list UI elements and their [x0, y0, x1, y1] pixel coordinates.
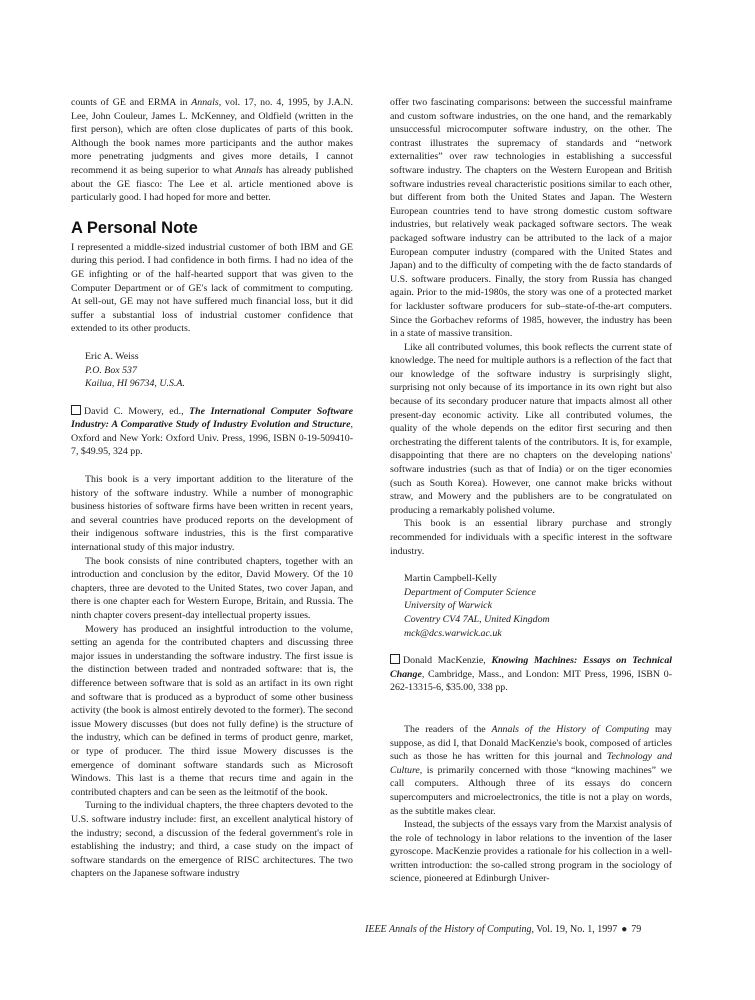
right-column: [390, 96, 672, 886]
review-citation: David C. Mowery, ed., The International Computer Software Industry: A Comparative Study of Industry Evolution and Structure, Oxford and New York: Oxford Univ. Press, 1996, ISBN 0-19-509410-7, $49.95, 324 pp.: [71, 405, 353, 458]
signature-address-line: Department of Computer Science: [404, 586, 536, 598]
review-citation: Donald MacKenzie, Knowing Machines: Essays on Technical Change, Cambridge, Mass., and London: MIT Press, 1996, ISBN 0-262-13315-6, $35.00, 338 pp.: [390, 655, 672, 694]
signature-address-line: Kailua, HI 96734, U.S.A.: [85, 378, 185, 390]
signature-address-line: Coventry CV4 7AL, United Kingdom: [404, 613, 550, 625]
body-paragraph: Turning to the individual chapters, the three chapters devoted to the U.S. software industry include: first, an excellent analytical history of the industry; second, a discussion of the federal government's role in establishing the industry; and third, a case study on the impact of software standards on the emergence of RISC architectures. The two chapters on the Japanese software industry: [71, 800, 353, 880]
signature-address-line: University of Warwick: [404, 600, 492, 612]
body-paragraph: Like all contributed volumes, this book reflects the current state of knowledge. The need for multiple authors is a reflection of the fact that our knowledge of the software industry is surprisingly slight, surprising not only because of its importance in its own right but also because of its secondary producer nature that impacts almost all other present-day economic activity. Like all contributed volumes, the quality of the whole depends on the editor first securing and then orchestrating the different talents of the contributors. It is, for example, disappointing that there are no chapters on the developing nations' software industries (such as that of India) or on the tiger economies (such as South Korea). However, one cannot make bricks without straw, and Mowery and the publishers are to be congratulated on producing a remarkably polished volume.: [390, 341, 672, 516]
signature-weiss: [85, 350, 353, 391]
left-column: [71, 96, 353, 881]
signature-campbell-kelly: [404, 572, 672, 640]
book-title: The International Computer Software Industry: A Comparative Study of Industry Evolution and Structure: [71, 405, 353, 431]
body-paragraph: offer two fascinating comparisons: between the successful mainframe and custom software industries, on the one hand, and the remarkably unsuccessful microcomputer software industry, on the other. The contrast illustrates the supremacy of standards and “network externalities” over raw technologies in establishing a successful software industry. The chapters on the Western European and British software industries reveal characteristic positions similar to each other, but different from both the United States and Japan. The Western European countries tend to have strong domestic custom software industries, but relatively weak packaged software sectors. The weak packaged software industry can be attributed to the lack of a major European computer industry (compared with the United States and Japan) and to the difficulty of competing with the de facto standards of U.S. software producers. Finally, the story from Russia has changed again. Prior to the mid-1980s, the story was one of a protected market for lackluster software producers for sub–state-of-the-art computers. Since the Gorbachev reforms of 1985, however, the industry has been in a state of massive transition.: [390, 97, 672, 340]
continuation-paragraph: counts of GE and ERMA in Annals, vol. 17, no. 4, 1995, by J.A.N. Lee, John Couleur, James L. McKenney, and Oldfield (written in the first person), which are often close duplicates of parts of this book. Although the book names more participants and the author makes more penetrating judgments and gives more details, I cannot recommend it as being superior to what Annals has already published about the GE fiasco: The Lee et al. article mentioned above is particularly good. I had hoped for more and better.: [71, 97, 354, 204]
personal-note-paragraph: I represented a middle-sized industrial customer of both IBM and GE during this period. I had confidence in both firms. I had no idea of the GE infighting or of the half-hearted support that was given to the Computer Department or of GE's lack of commitment to computing. At sell-out, GE may not have suffered much financial loss, but it did suffer a substantial loss of industrial customer confidence that extended to its other products.: [71, 241, 353, 335]
signature-name: Eric A. Weiss: [85, 350, 139, 362]
body-paragraph: This book is an essential library purchase and strongly recommended for individuals with a specific interest in the software industry.: [390, 518, 672, 557]
body-paragraph: Instead, the subjects of the essays vary from the Marxist analysis of the role of technology in labor relations to the invention of the laser gyroscope. MacKenzie provides a rationale for his collection in a well-written introduction: the so-called strong program in the sociology of science, pioneered at Edinburgh Univer-: [390, 819, 672, 885]
body-paragraph: The readers of the Annals of the History of Computing may suppose, as did I, that Donald MacKenzie's book, composed of articles such as those he has written for this journal and Technology and Culture, is primarily concerned with those “knowing machines” we call computers. Although three of its essays do concern supercomputers and microelectronics, the title is not a play on words, as the subtitle makes clear.: [390, 723, 672, 817]
body-paragraph: This book is a very important addition to the literature of the history of the software industry. While a number of monographic business histories of software firms have been written in recent years, and several countries have produced reports on the development of their indigenous software industries, this is the first comparative international study of this major industry.: [71, 474, 353, 554]
square-bullet-icon: [390, 654, 400, 664]
signature-name: Martin Campbell-Kelly: [404, 573, 497, 585]
journal-issue: , Vol. 19, No. 1, 1997: [531, 924, 618, 935]
section-heading: A Personal Note: [71, 218, 198, 237]
page-footer: [365, 924, 641, 935]
book-title: Knowing Machines: Essays on Technical Change: [390, 655, 672, 680]
journal-name: IEEE Annals of the History of Computing: [365, 924, 532, 935]
body-paragraph: Mowery has produced an insightful introduction to the volume, setting an agenda for the contributed chapters and discussing three major issues in understanding the software industry. The first issue is the distinction between traded and nontraded software: that is, the difference between software that is sold as an artifact in its own right and software that is produced as a byproduct of some other business activity (the book is almost entirely devoted to the former). The second issue Mowery discusses (but does not fully define) is the structure of the industry, which can be defined in terms of product genre, market, or type of producer. The third issue Mowery discusses is the emergence of dominant software standards such as Microsoft Windows. This last is a theme that recurs time and again in the contributed chapters and can be seen as the leitmotif of the book.: [71, 623, 353, 798]
page-number: 79: [631, 924, 642, 935]
signature-address-line: P.O. Box 537: [85, 364, 137, 376]
signature-email: mck@dcs.warwick.ac.uk: [404, 627, 502, 639]
body-paragraph: The book consists of nine contributed chapters, together with an introduction and conclusion by the editor, David Mowery. Of the 10 chapters, three are devoted to the United States, two cover Japan, and there is one chapter each for Western Europe, Britain, and Russia. The ninth chapter covers present-day intellectual property issues.: [71, 555, 353, 621]
bullet-icon: ●: [621, 924, 628, 935]
square-bullet-icon: [71, 405, 81, 415]
